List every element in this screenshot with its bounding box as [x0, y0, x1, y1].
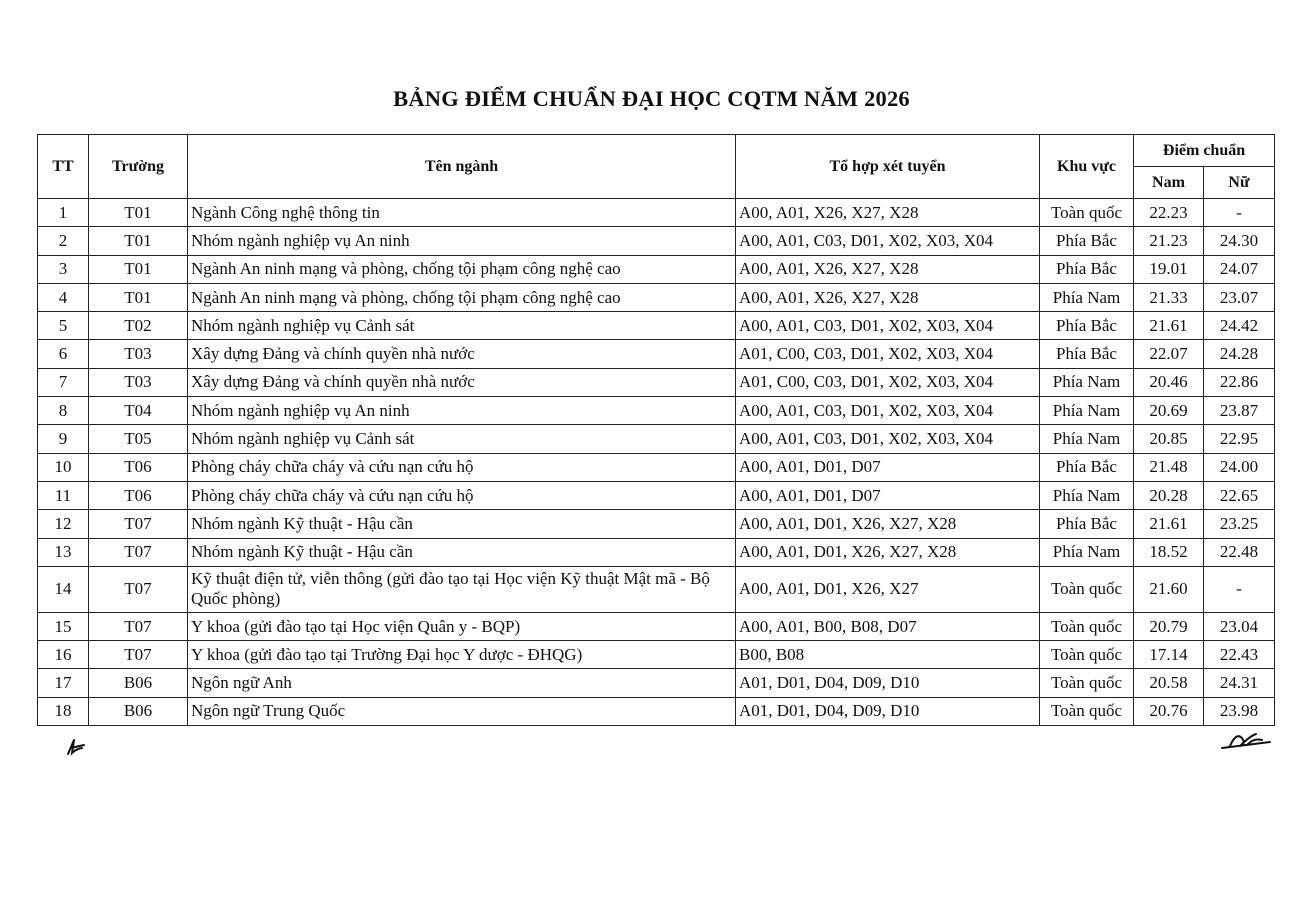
- cell-nu: 22.48: [1204, 538, 1275, 566]
- cell-ten-nganh: Kỹ thuật điện tử, viễn thông (gửi đào tạo tại Học viện Kỹ thuật Mật mã - Bộ Quốc phòng): [188, 566, 736, 612]
- table-row: [38, 510, 1275, 538]
- cell-nu: 24.07: [1204, 255, 1275, 283]
- table-row: [38, 481, 1275, 509]
- cell-to-hop: A00, A01, C03, D01, X02, X03, X04: [736, 425, 1040, 453]
- cell-khu-vuc: Toàn quốc: [1040, 669, 1134, 697]
- cell-ten-nganh: Nhóm ngành nghiệp vụ An ninh: [188, 227, 736, 255]
- cell-nu: 22.43: [1204, 641, 1275, 669]
- cell-nam: 20.85: [1134, 425, 1204, 453]
- cell-nu: 23.04: [1204, 612, 1275, 640]
- cell-khu-vuc: Toàn quốc: [1040, 697, 1134, 725]
- cell-nam: 21.61: [1134, 510, 1204, 538]
- cell-truong: T07: [89, 566, 188, 612]
- header-diem-chuan: Điểm chuẩn: [1134, 135, 1275, 167]
- cell-ten-nganh: Xây dựng Đảng và chính quyền nhà nước: [188, 340, 736, 368]
- cell-nu: 23.87: [1204, 397, 1275, 425]
- initial-mark-right: [1218, 728, 1274, 754]
- cell-to-hop: A00, A01, C03, D01, X02, X03, X04: [736, 397, 1040, 425]
- cell-nam: 20.28: [1134, 481, 1204, 509]
- table-row: [38, 227, 1275, 255]
- table-row: [38, 397, 1275, 425]
- cell-tt: 4: [38, 283, 89, 311]
- cell-truong: T05: [89, 425, 188, 453]
- header-nu: Nữ: [1204, 167, 1275, 199]
- cell-truong: B06: [89, 669, 188, 697]
- cell-to-hop: A00, A01, D01, X26, X27, X28: [736, 538, 1040, 566]
- cell-khu-vuc: Phía Nam: [1040, 283, 1134, 311]
- cell-to-hop: A01, C00, C03, D01, X02, X03, X04: [736, 368, 1040, 396]
- cell-nu: 23.98: [1204, 697, 1275, 725]
- cell-khu-vuc: Phía Bắc: [1040, 340, 1134, 368]
- table-row: [38, 199, 1275, 227]
- cell-ten-nganh: Xây dựng Đảng và chính quyền nhà nước: [188, 368, 736, 396]
- cell-to-hop: A00, A01, C03, D01, X02, X03, X04: [736, 227, 1040, 255]
- cell-khu-vuc: Phía Bắc: [1040, 312, 1134, 340]
- cell-nam: 21.33: [1134, 283, 1204, 311]
- cell-truong: T02: [89, 312, 188, 340]
- cell-to-hop: A01, D01, D04, D09, D10: [736, 669, 1040, 697]
- table-row: [38, 425, 1275, 453]
- cell-nam: 21.48: [1134, 453, 1204, 481]
- cell-to-hop: A00, A01, X26, X27, X28: [736, 255, 1040, 283]
- cell-to-hop: A00, A01, D01, X26, X27, X28: [736, 510, 1040, 538]
- cell-to-hop: A00, A01, D01, X26, X27: [736, 566, 1040, 612]
- cell-truong: T07: [89, 612, 188, 640]
- cell-ten-nganh: Nhóm ngành nghiệp vụ Cảnh sát: [188, 425, 736, 453]
- cell-ten-nganh: Ngành An ninh mạng và phòng, chống tội phạm công nghệ cao: [188, 255, 736, 283]
- table-row: [38, 641, 1275, 669]
- table-body: [38, 199, 1275, 726]
- cell-tt: 1: [38, 199, 89, 227]
- cell-to-hop: A01, C00, C03, D01, X02, X03, X04: [736, 340, 1040, 368]
- cell-nam: 20.69: [1134, 397, 1204, 425]
- cell-ten-nganh: Nhóm ngành Kỹ thuật - Hậu cần: [188, 510, 736, 538]
- cell-ten-nganh: Ngành Công nghệ thông tin: [188, 199, 736, 227]
- table-row: [38, 283, 1275, 311]
- cell-ten-nganh: Nhóm ngành Kỹ thuật - Hậu cần: [188, 538, 736, 566]
- cell-to-hop: A01, D01, D04, D09, D10: [736, 697, 1040, 725]
- cell-tt: 18: [38, 697, 89, 725]
- cell-ten-nganh: Y khoa (gửi đào tạo tại Trường Đại học Y dược - ĐHQG): [188, 641, 736, 669]
- cell-ten-nganh: Ngôn ngữ Anh: [188, 669, 736, 697]
- cell-nam: 20.58: [1134, 669, 1204, 697]
- table-row: [38, 340, 1275, 368]
- cell-nam: 22.07: [1134, 340, 1204, 368]
- cell-ten-nganh: Nhóm ngành nghiệp vụ An ninh: [188, 397, 736, 425]
- cell-nam: 17.14: [1134, 641, 1204, 669]
- table-row: [38, 453, 1275, 481]
- cell-khu-vuc: Toàn quốc: [1040, 612, 1134, 640]
- cell-truong: T01: [89, 283, 188, 311]
- table-row: [38, 566, 1275, 612]
- cell-khu-vuc: Phía Nam: [1040, 481, 1134, 509]
- cell-khu-vuc: Phía Bắc: [1040, 453, 1134, 481]
- cell-khu-vuc: Toàn quốc: [1040, 199, 1134, 227]
- cell-to-hop: A00, A01, D01, D07: [736, 481, 1040, 509]
- header-ten-nganh: Tên ngành: [188, 135, 736, 199]
- cell-khu-vuc: Phía Bắc: [1040, 255, 1134, 283]
- table-row: [38, 538, 1275, 566]
- cell-nu: 23.25: [1204, 510, 1275, 538]
- cell-nu: 23.07: [1204, 283, 1275, 311]
- cell-tt: 6: [38, 340, 89, 368]
- cell-nam: 21.23: [1134, 227, 1204, 255]
- header-nam: Nam: [1134, 167, 1204, 199]
- cell-tt: 13: [38, 538, 89, 566]
- initial-mark-left: [60, 736, 92, 758]
- cell-tt: 3: [38, 255, 89, 283]
- cell-nam: 20.76: [1134, 697, 1204, 725]
- cell-khu-vuc: Phía Nam: [1040, 425, 1134, 453]
- cell-nam: 22.23: [1134, 199, 1204, 227]
- cell-truong: T06: [89, 453, 188, 481]
- cell-tt: 15: [38, 612, 89, 640]
- table-row: [38, 612, 1275, 640]
- cell-ten-nganh: Y khoa (gửi đào tạo tại Học viện Quân y - BQP): [188, 612, 736, 640]
- cell-tt: 17: [38, 669, 89, 697]
- cell-nam: 18.52: [1134, 538, 1204, 566]
- cell-nu: 24.31: [1204, 669, 1275, 697]
- cell-nam: 19.01: [1134, 255, 1204, 283]
- cell-ten-nganh: Nhóm ngành nghiệp vụ Cảnh sát: [188, 312, 736, 340]
- cell-khu-vuc: Phía Nam: [1040, 538, 1134, 566]
- page-title: BẢNG ĐIỂM CHUẨN ĐẠI HỌC CQTM NĂM 2026: [393, 86, 910, 111]
- cell-truong: T07: [89, 510, 188, 538]
- cell-nu: 22.86: [1204, 368, 1275, 396]
- cell-nu: 24.00: [1204, 453, 1275, 481]
- table-row: [38, 669, 1275, 697]
- cell-truong: T03: [89, 368, 188, 396]
- cell-ten-nganh: Ngành An ninh mạng và phòng, chống tội phạm công nghệ cao: [188, 283, 736, 311]
- cell-to-hop: A00, A01, C03, D01, X02, X03, X04: [736, 312, 1040, 340]
- cell-truong: T01: [89, 227, 188, 255]
- cell-khu-vuc: Phía Nam: [1040, 368, 1134, 396]
- cell-ten-nganh: Phòng cháy chữa cháy và cứu nạn cứu hộ: [188, 481, 736, 509]
- cell-tt: 14: [38, 566, 89, 612]
- cell-ten-nganh: Ngôn ngữ Trung Quốc: [188, 697, 736, 725]
- cell-truong: T07: [89, 538, 188, 566]
- header-tt: TT: [38, 135, 89, 199]
- cell-nu: -: [1204, 566, 1275, 612]
- cell-to-hop: A00, A01, X26, X27, X28: [736, 199, 1040, 227]
- cell-nam: 20.46: [1134, 368, 1204, 396]
- cell-khu-vuc: Phía Bắc: [1040, 510, 1134, 538]
- cell-nu: 24.28: [1204, 340, 1275, 368]
- cell-nam: 21.61: [1134, 312, 1204, 340]
- cell-tt: 11: [38, 481, 89, 509]
- cell-nu: 22.95: [1204, 425, 1275, 453]
- cell-truong: T04: [89, 397, 188, 425]
- table-row: [38, 255, 1275, 283]
- cell-truong: T07: [89, 641, 188, 669]
- cell-to-hop: A00, A01, D01, D07: [736, 453, 1040, 481]
- table-row: [38, 312, 1275, 340]
- cell-tt: 16: [38, 641, 89, 669]
- cell-nam: 21.60: [1134, 566, 1204, 612]
- admission-score-table: [37, 134, 1275, 726]
- cell-nu: 22.65: [1204, 481, 1275, 509]
- header-truong: Trường: [89, 135, 188, 199]
- cell-tt: 12: [38, 510, 89, 538]
- cell-truong: T01: [89, 255, 188, 283]
- cell-khu-vuc: Toàn quốc: [1040, 566, 1134, 612]
- header-khu-vuc: Khu vực: [1040, 135, 1134, 199]
- cell-ten-nganh: Phòng cháy chữa cháy và cứu nạn cứu hộ: [188, 453, 736, 481]
- cell-nam: 20.79: [1134, 612, 1204, 640]
- cell-tt: 2: [38, 227, 89, 255]
- cell-khu-vuc: Phía Nam: [1040, 397, 1134, 425]
- header-to-hop: Tổ hợp xét tuyển: [736, 135, 1040, 199]
- cell-tt: 10: [38, 453, 89, 481]
- cell-khu-vuc: Toàn quốc: [1040, 641, 1134, 669]
- cell-tt: 9: [38, 425, 89, 453]
- table-row: [38, 368, 1275, 396]
- cell-truong: T06: [89, 481, 188, 509]
- cell-truong: T03: [89, 340, 188, 368]
- cell-nu: 24.42: [1204, 312, 1275, 340]
- table-row: [38, 697, 1275, 725]
- cell-to-hop: A00, A01, X26, X27, X28: [736, 283, 1040, 311]
- cell-to-hop: B00, B08: [736, 641, 1040, 669]
- cell-nu: 24.30: [1204, 227, 1275, 255]
- cell-tt: 7: [38, 368, 89, 396]
- cell-nu: -: [1204, 199, 1275, 227]
- cell-to-hop: A00, A01, B00, B08, D07: [736, 612, 1040, 640]
- cell-tt: 8: [38, 397, 89, 425]
- cell-khu-vuc: Phía Bắc: [1040, 227, 1134, 255]
- cell-truong: B06: [89, 697, 188, 725]
- cell-truong: T01: [89, 199, 188, 227]
- cell-tt: 5: [38, 312, 89, 340]
